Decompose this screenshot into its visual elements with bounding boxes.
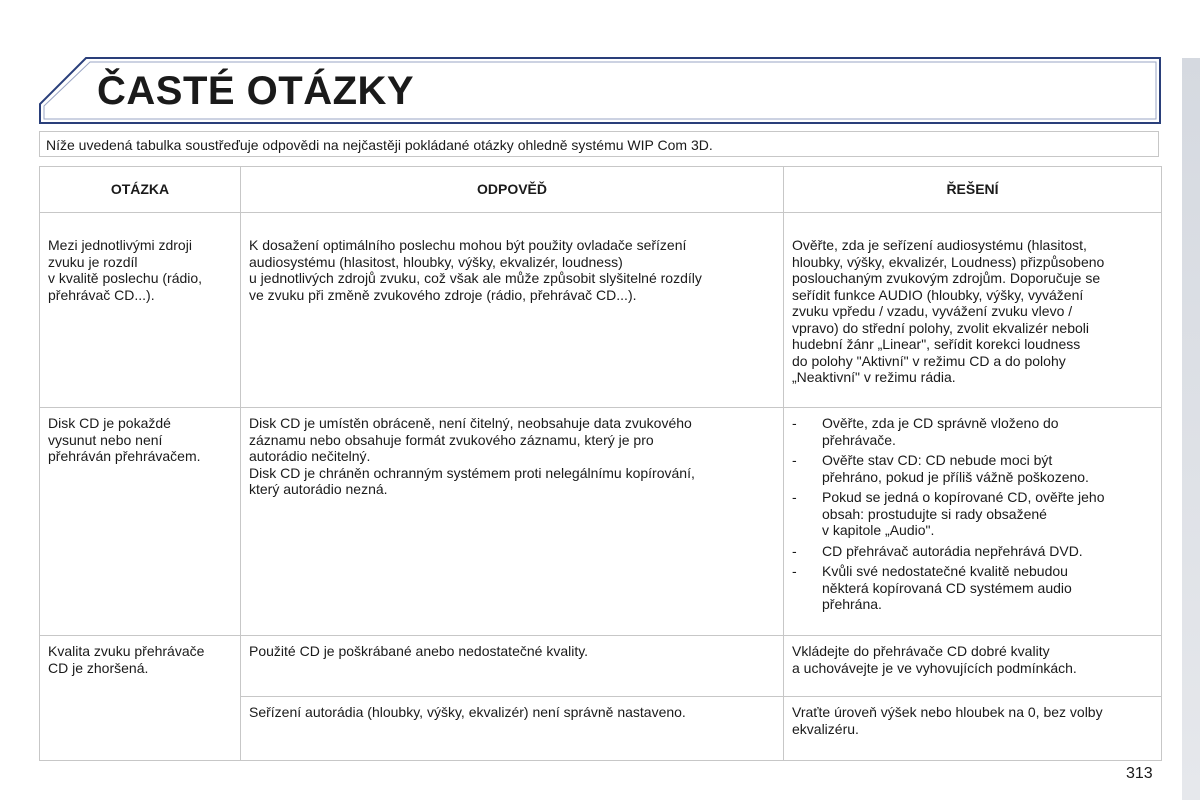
- table-header-row: [40, 167, 1162, 213]
- text-line: - Kvůli své nedostatečné kvalitě nebudou: [822, 563, 1068, 579]
- table-row: [40, 213, 1162, 408]
- text-line: Seřízení autorádia (hloubky, výšky, ekvalizér) není správně nastaveno.: [249, 704, 686, 720]
- text-line: přehráván přehrávačem.: [48, 448, 201, 464]
- text-line: některá kopírovaná CD systémem audio: [822, 579, 1072, 596]
- text-line: přehráno, pokud je příliš vážně poškozeno.: [822, 468, 1089, 485]
- answer-cell: [241, 697, 784, 761]
- text-line: Disk CD je pokaždé: [48, 415, 171, 431]
- side-tab-bar: [1182, 58, 1200, 800]
- solution-cell: [784, 213, 1162, 408]
- text-line: přehrávač CD...).: [48, 286, 155, 303]
- text-line: obsah: prostudujte si rady obsažené: [822, 505, 1047, 522]
- table-row: [40, 636, 1162, 697]
- text-line: Kvalita zvuku přehrávače: [48, 643, 205, 659]
- solution-list: [792, 415, 1153, 613]
- text-line: „Neaktivní" v režimu rádia.: [792, 369, 956, 385]
- text-line: - Pokud se jedná o kopírované CD, ověřte jeho: [822, 489, 1105, 505]
- text-line: autorádio nečitelný.: [249, 448, 371, 464]
- text-line: Disk CD je umístěn obráceně, není čitelný, neobsahuje data zvukového: [249, 415, 692, 431]
- text-line: - Ověřte, zda je CD správně vloženo do: [822, 415, 1059, 431]
- list-item: [792, 543, 1153, 560]
- text-line: u jednotlivých zdrojů zvuku, což však ale může způsobit slyšitelné rozdíly: [249, 270, 702, 286]
- list-item: [792, 415, 1153, 448]
- column-header-solution: ŘEŠENÍ: [784, 167, 1162, 213]
- text-line: Disk CD je chráněn ochranným systémem proti nelegálnímu kopírování,: [249, 464, 695, 481]
- text-line: zvuku vpředu / vzadu, vyvážení zvuku vlevo /: [792, 303, 1073, 319]
- text-line: přehrávače.: [822, 431, 896, 448]
- text-line: v kapitole „Audio".: [822, 522, 935, 538]
- solution-cell: [784, 697, 1162, 761]
- text-line: Mezi jednotlivými zdroji: [48, 237, 192, 253]
- text-line: vysunut nebo není: [48, 431, 163, 448]
- text-line: - Ověřte stav CD: CD nebude moci být: [822, 452, 1053, 468]
- column-header-answer: ODPOVĚĎ: [241, 167, 784, 213]
- text-line: vpravo) do střední polohy, zvolit ekvalizér neboli: [792, 319, 1090, 336]
- list-item: [792, 452, 1153, 485]
- list-item: [792, 563, 1153, 613]
- text-line: CD je zhoršená.: [48, 659, 149, 676]
- text-line: seřídit funkce AUDIO (hloubky, výšky, vyvážení: [792, 286, 1084, 303]
- question-cell: [40, 213, 241, 408]
- answer-cell: [241, 636, 784, 697]
- text-line: hloubky, výšky, ekvalizér, Loudness) přizpůsobeno: [792, 253, 1105, 270]
- question-cell: [40, 408, 241, 636]
- text-line: K dosažení optimálního poslechu mohou být použity ovladače seřízení: [249, 237, 687, 253]
- table-row: [40, 408, 1162, 636]
- text-line: přehrána.: [822, 596, 882, 612]
- question-cell: [40, 636, 241, 761]
- text-line: poslouchaným zvukovým zdrojům. Doporučuje se: [792, 270, 1101, 286]
- text-line: a uchovávejte je ve vyhovujících podmínkách.: [792, 659, 1077, 676]
- text-line: Vraťte úroveň výšek nebo hloubek na 0, bez volby: [792, 704, 1103, 720]
- answer-cell: [241, 213, 784, 408]
- solution-cell: [784, 636, 1162, 697]
- text-line: v kvalitě poslechu (rádio,: [48, 270, 203, 286]
- text-line: Použité CD je poškrábané anebo nedostatečné kvality.: [249, 643, 589, 659]
- text-line: ve zvuku při změně zvukového zdroje (rádio, přehrávač CD...).: [249, 286, 637, 303]
- answer-cell: [241, 408, 784, 636]
- column-header-question: OTÁZKA: [40, 167, 241, 213]
- text-line: audiosystému (hlasitost, hloubky, výšky, ekvalizér, loudness): [249, 253, 623, 270]
- text-line: hudební žánr „Linear", seřídit korekci loudness: [792, 336, 1081, 352]
- text-line: zvuku je rozdíl: [48, 253, 138, 270]
- list-item: [792, 489, 1153, 539]
- intro-box: [39, 131, 1159, 157]
- text-line: Vkládejte do přehrávače CD dobré kvality: [792, 643, 1050, 659]
- intro-text: Níže uvedená tabulka soustřeďuje odpovědi na nejčastěji pokládané otázky ohledně systému WIP Com 3D.: [46, 137, 713, 153]
- text-line: záznamu nebo obsahuje formát zvukového záznamu, který je pro: [249, 431, 654, 448]
- text-line: ekvalizéru.: [792, 720, 859, 737]
- text-line: Ověřte, zda je seřízení audiosystému (hlasitost,: [792, 237, 1087, 253]
- text-line: který autorádio nezná.: [249, 481, 388, 497]
- page-number: 313: [1126, 765, 1153, 782]
- text-line: do polohy "Aktivní" v režimu CD a do polohy: [792, 352, 1066, 369]
- faq-table: [39, 166, 1162, 761]
- solution-cell: [784, 408, 1162, 636]
- page-title: ČASTÉ OTÁZKY: [97, 69, 415, 113]
- text-line: - CD přehrávač autorádia nepřehrává DVD.: [822, 542, 1083, 559]
